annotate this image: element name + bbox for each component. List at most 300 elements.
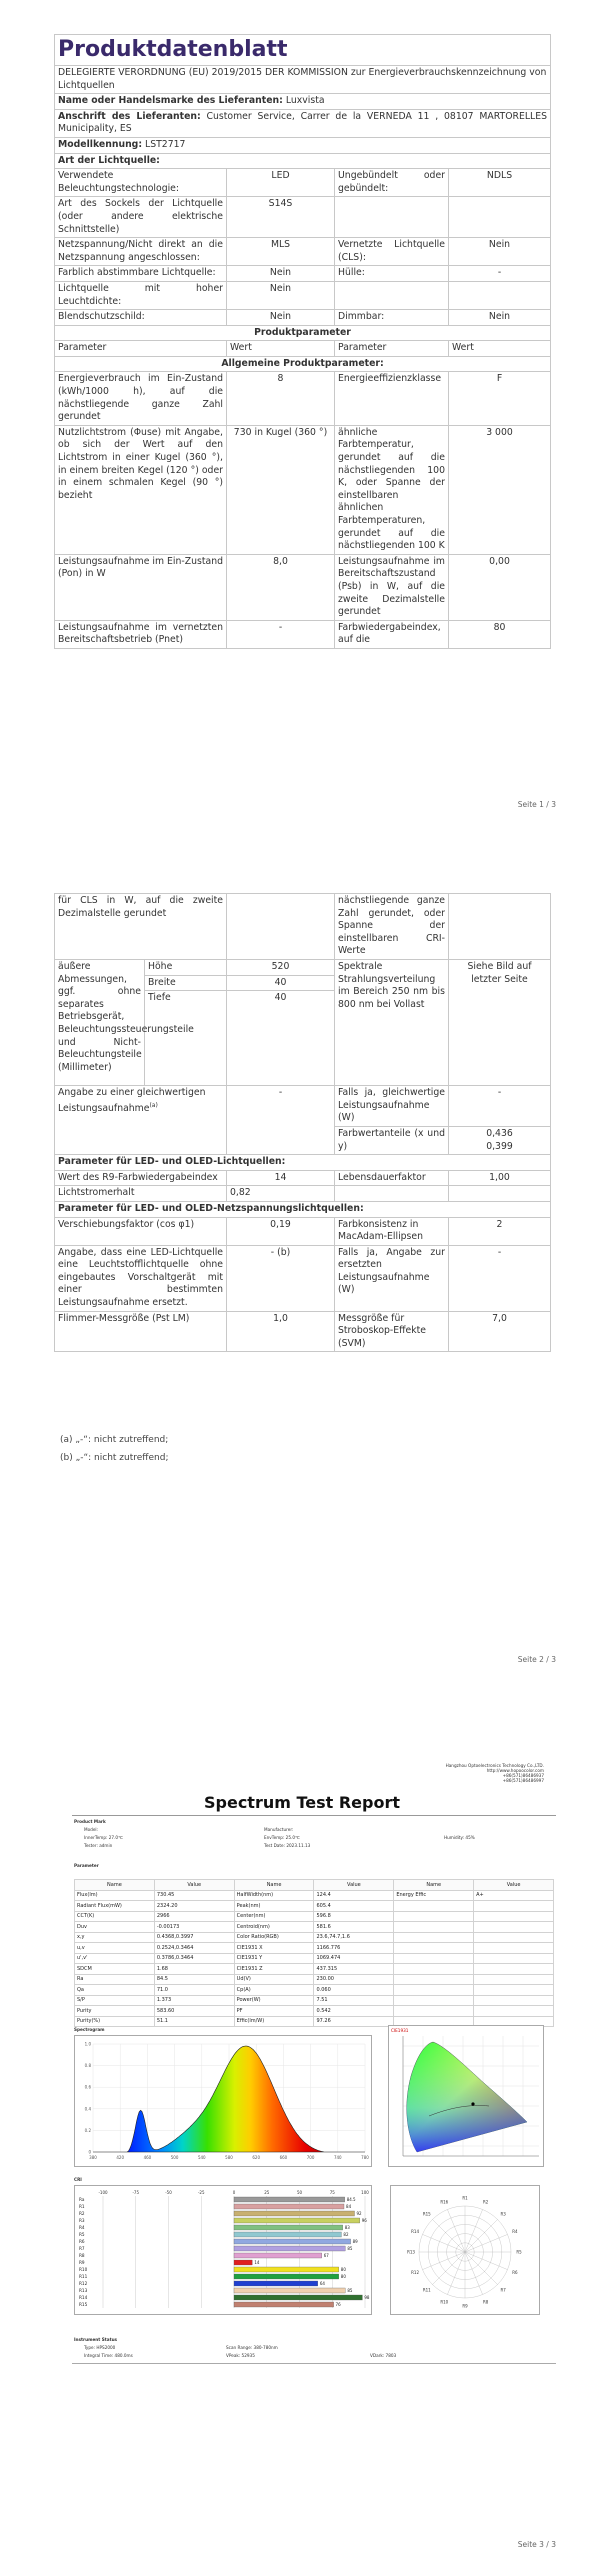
product-params-header: Produktparameter xyxy=(55,325,551,341)
cri-scale-label: 75 xyxy=(329,2190,335,2195)
cri-scale-label: -25 xyxy=(197,2190,205,2195)
mains-led-params-header: Parameter für LED- und OLED-Netzspannungslichtquellen: xyxy=(55,1201,551,1217)
table-cell: 0.3786,0.3464 xyxy=(154,1953,234,1964)
company-phone: +86(571)86486997 xyxy=(502,1778,544,1783)
table-cell: Nein xyxy=(227,281,335,309)
cri-row-label: Ra xyxy=(79,2197,85,2202)
table-cell: 124.4 xyxy=(314,1890,394,1901)
table-row xyxy=(75,1901,554,1912)
page-number: Seite 2 / 3 xyxy=(517,1655,556,1664)
table-cell: Wert des R9-Farbwiedergabeindex xyxy=(55,1170,227,1186)
model-value: LST2717 xyxy=(145,138,186,150)
x-tick-label: 420 xyxy=(116,2155,125,2160)
manufacturer-label: Manufacturer: xyxy=(264,1827,294,1832)
cri-value-label: 85 xyxy=(347,2288,353,2293)
cri-row-label: R15 xyxy=(79,2302,88,2307)
header-cell: Value xyxy=(314,1880,394,1891)
table-cell: Nutzlichtstrom (Φuse) mit Angabe, ob sich der Wert auf den Lichtstrom in einer Kugel (360 °), in einem breiten Kegel (120 °) oder in einem schmalen Kegel (90 °) bezieht xyxy=(55,425,227,554)
header-cell: Name xyxy=(234,1880,314,1891)
table-row xyxy=(75,1995,554,2006)
table-cell: 23.6,74.7,1.6 xyxy=(314,1932,394,1943)
table-cell: Cp(A) xyxy=(234,1985,314,1996)
table-cell: Peak(nm) xyxy=(234,1901,314,1912)
table-cell: 80 xyxy=(449,620,551,648)
table-cell xyxy=(474,1953,554,1964)
dim-height-value: 520 xyxy=(227,959,335,975)
x-tick-label: 580 xyxy=(225,2155,233,2160)
cie-title: CIE1931 xyxy=(391,2028,409,2033)
table-cell xyxy=(449,281,551,309)
dim-width-value: 40 xyxy=(227,975,335,991)
cri-row-label: R3 xyxy=(79,2218,85,2223)
model-row xyxy=(55,137,551,153)
supplier-value: Luxvista xyxy=(285,95,325,107)
table-cell: 84.5 xyxy=(154,1974,234,1985)
table-cell: 8,0 xyxy=(227,554,335,620)
table-cell: CCT(K) xyxy=(75,1911,155,1922)
table-cell xyxy=(394,1964,474,1975)
cri-value-label: 98 xyxy=(364,2295,370,2300)
page-2 xyxy=(0,873,604,1673)
table-cell xyxy=(474,1964,554,1975)
supplier-row xyxy=(55,94,551,110)
y-tick-label: 0 xyxy=(88,2149,91,2155)
table-cell xyxy=(394,1995,474,2006)
dim-depth-label: Tiefe xyxy=(145,991,227,1086)
table-cell: Farblich abstimmbare Lichtquelle: xyxy=(55,266,227,282)
cri-bar xyxy=(234,2225,343,2230)
table-cell: Ungebündelt oder gebündelt: xyxy=(335,169,449,197)
table-cell: nächstliegende ganze Zahl gerundet, oder Spanne der einstellbaren CRI-Werte xyxy=(335,894,449,960)
cri-row-label: R8 xyxy=(79,2253,85,2258)
env-temp: EnvTemp: 25.0℃ xyxy=(264,1835,300,1840)
table-cell xyxy=(474,1922,554,1933)
dim-width-label: Breite xyxy=(145,975,227,991)
table-cell: 0.4368,0.3997 xyxy=(154,1932,234,1943)
y-tick-label: 1.0 xyxy=(84,2041,91,2047)
equiv-label: Angabe zu einer gleichwertigen Leistungsaufnahme xyxy=(58,1087,206,1114)
page-number: Seite 3 / 3 xyxy=(517,2540,556,2549)
table-cell: 730.45 xyxy=(154,1890,234,1901)
table-cell: 0.2524,0.3464 xyxy=(154,1943,234,1954)
spectrogram-y-ticks xyxy=(85,2042,92,2155)
table-cell: 0,00 xyxy=(449,554,551,620)
table-cell: 2966 xyxy=(154,1911,234,1922)
dimensions-label: äußere Abmessungen, ggf. ohne separates Betriebsgerät, Beleuchtungssteuerungsteile und Nicht-Beleuchtungsteile (Millimeter) xyxy=(55,959,145,1085)
cri-scale-label: 0 xyxy=(232,2190,236,2195)
table-row xyxy=(75,2006,554,2017)
table-cell: HalfWidth(nm) xyxy=(234,1890,314,1901)
x-tick-label: 740 xyxy=(333,2155,342,2160)
test-date: Test Date: 2023.11.13 xyxy=(264,1843,311,1848)
polar-label: R12 xyxy=(411,2270,420,2276)
table-cell: LED xyxy=(227,169,335,197)
table-cell: 1069.474 xyxy=(314,1953,394,1964)
led-params-header: Parameter für LED- und OLED-Lichtquellen: xyxy=(55,1155,551,1171)
table-cell: Power(W) xyxy=(234,1995,314,2006)
cri-value-label: 84.5 xyxy=(346,2197,356,2202)
table-cell: Hülle: xyxy=(335,266,449,282)
cri-row-label: R2 xyxy=(79,2211,85,2216)
cie-panel xyxy=(388,2025,544,2167)
x-tick-label: 460 xyxy=(143,2155,152,2160)
table-cell: 437.315 xyxy=(314,1964,394,1975)
x-tick-label: 500 xyxy=(170,2155,179,2160)
cri-bar xyxy=(234,2267,339,2272)
table-cell: S/P xyxy=(75,1995,155,2006)
cri-value-label: 76 xyxy=(335,2302,341,2307)
cri-value-label: 14 xyxy=(254,2260,260,2265)
table-cell: 3 000 xyxy=(449,425,551,554)
dim-height-label: Höhe xyxy=(145,959,227,975)
spectrogram-panel xyxy=(74,2035,372,2167)
polar-spoke xyxy=(465,2252,498,2285)
table-cell xyxy=(474,1901,554,1912)
polar-label: R4 xyxy=(512,2228,518,2234)
cri-polar-panel xyxy=(390,2185,540,2315)
cri-value-label: 96 xyxy=(361,2218,367,2223)
polar-label: R16 xyxy=(440,2199,449,2205)
table-cell xyxy=(474,1985,554,1996)
table-cell: 2 xyxy=(449,1217,551,1245)
table-cell: u',v' xyxy=(75,1953,155,1964)
table-cell: - xyxy=(449,1245,551,1311)
table-cell: NDLS xyxy=(449,169,551,197)
general-params-header: Allgemeine Produktparameter: xyxy=(55,356,551,372)
table-row xyxy=(75,1953,554,1964)
cri-bar xyxy=(234,2288,345,2293)
table-cell: 0,82 xyxy=(227,1186,335,1202)
model-label: Modellkennung: xyxy=(58,138,143,150)
light-source-type-header: Art der Lichtquelle: xyxy=(55,153,551,169)
cri-row-label: R1 xyxy=(79,2204,85,2209)
product-datasheet-table-continued xyxy=(54,893,551,1352)
page-number: Seite 1 / 3 xyxy=(517,800,556,809)
table-cell: 1,0 xyxy=(227,1311,335,1352)
address-row xyxy=(55,109,551,137)
polar-spoke xyxy=(433,2220,466,2253)
table-cell: Color Ratio(RGB) xyxy=(234,1932,314,1943)
col-header-param: Parameter xyxy=(55,341,227,357)
dim-depth-value: 40 xyxy=(227,991,335,1086)
cri-row-label: R13 xyxy=(79,2288,88,2293)
table-cell: - (b) xyxy=(227,1245,335,1311)
table-cell xyxy=(227,894,335,960)
table-cell: PF xyxy=(234,2006,314,2017)
table-cell xyxy=(394,2006,474,2017)
polar-spoke xyxy=(465,2220,498,2253)
header-cell: Name xyxy=(75,1880,155,1891)
table-cell: Netzspannung/Nicht direkt an die Netzspannung angeschlossen: xyxy=(55,238,227,266)
table-cell: - xyxy=(227,1086,335,1155)
table-cell: Ud(V) xyxy=(234,1974,314,1985)
table-row xyxy=(75,1943,554,1954)
page-3 xyxy=(0,1745,604,2560)
table-cell: Messgröße für Stroboskop-Effekte (SVM) xyxy=(335,1311,449,1352)
header-cell: Value xyxy=(154,1880,234,1891)
table-cell: Nein xyxy=(449,310,551,326)
table-cell xyxy=(335,197,449,238)
table-cell: Nein xyxy=(449,238,551,266)
table-cell: - xyxy=(449,266,551,282)
cri-bar xyxy=(234,2218,360,2223)
table-cell: - xyxy=(227,620,335,648)
spectral-value: Siehe Bild auf letzter Seite xyxy=(449,959,551,1085)
table-cell: 7,0 xyxy=(449,1311,551,1352)
cri-value-label: 92 xyxy=(356,2211,362,2216)
table-cell: - xyxy=(449,1086,551,1127)
y-tick-label: 0.6 xyxy=(84,2084,91,2090)
cri-value-label: 84 xyxy=(346,2204,352,2209)
cri-row-label: R11 xyxy=(79,2274,88,2279)
table-cell: Radiant Flux(mW) xyxy=(75,1901,155,1912)
table-cell: Angabe, dass eine LED-Lichtquelle eine Leuchtstofflichtquelle ohne eingebautes Vorschaltgerät mit einer bestimmten Leistungsaufnahme ersetzt. xyxy=(55,1245,227,1311)
x-tick-label: 700 xyxy=(306,2155,315,2160)
table-cell: Art des Sockels der Lichtquelle (oder andere elektrische Schnittstelle) xyxy=(55,197,227,238)
table-cell: 581.6 xyxy=(314,1922,394,1933)
table-cell: Falls ja, Angabe zur ersetzten Leistungsaufnahme (W) xyxy=(335,1245,449,1311)
table-row xyxy=(75,1964,554,1975)
polar-label: R9 xyxy=(462,2303,468,2309)
address-label: Anschrift des Lieferanten: xyxy=(58,110,201,122)
cri-bar xyxy=(234,2246,345,2251)
table-row xyxy=(75,1890,554,1901)
table-cell: CIE1931 Y xyxy=(234,1953,314,1964)
table-cell: für CLS in W, auf die zweite Dezimalstelle gerundet xyxy=(55,894,227,960)
polar-label: R3 xyxy=(500,2211,506,2217)
table-cell xyxy=(474,1932,554,1943)
table-cell: 71.0 xyxy=(154,1985,234,1996)
table-cell: Centroid(nm) xyxy=(234,1922,314,1933)
table-cell: Falls ja, gleichwertige Leistungsaufnahme (W) xyxy=(335,1086,449,1127)
polar-label: R8 xyxy=(483,2299,489,2305)
table-cell: 730 in Kugel (360 °) xyxy=(227,425,335,554)
header-cell: Name xyxy=(394,1880,474,1891)
table-cell: Farbwiedergabeindex, auf die xyxy=(335,620,449,648)
table-cell xyxy=(55,1086,227,1155)
table-cell: Leistungsaufnahme im Ein-Zustand (Pon) in W xyxy=(55,554,227,620)
table-cell: SDCM xyxy=(75,1964,155,1975)
instrument-type: Type: HPS2000 xyxy=(84,2345,116,2350)
footnote-b: (b) „-“: nicht zutreffend; xyxy=(60,1453,169,1463)
table-cell: ähnliche Farbtemperatur, gerundet auf die nächstliegenden 100 K, oder Spanne der einstellbaren ähnlichen Farbtemperaturen, gerundet auf die nächstliegenden 100 K xyxy=(335,425,449,554)
cri-bar xyxy=(234,2302,334,2307)
product-datasheet-table xyxy=(54,34,551,649)
cie-gamut-overlay xyxy=(407,2042,527,2152)
polar-label: R10 xyxy=(440,2299,449,2305)
x-tick-label: 380 xyxy=(89,2155,97,2160)
table-cell: 0,19 xyxy=(227,1217,335,1245)
table-cell: Flimmer-Messgröße (Pst LM) xyxy=(55,1311,227,1352)
table-cell: Farbkonsistenz in MacAdam-Ellipsen xyxy=(335,1217,449,1245)
table-cell xyxy=(394,1953,474,1964)
cri-row-label: R6 xyxy=(79,2239,85,2244)
table-cell: u,v xyxy=(75,1943,155,1954)
divider xyxy=(72,2363,556,2364)
table-cell: 7.51 xyxy=(314,1995,394,2006)
cri-row-label: R5 xyxy=(79,2232,85,2237)
v-dark: VDark: 7803 xyxy=(370,2353,397,2358)
col-header-value: Wert xyxy=(449,341,551,357)
cri-polar-chart xyxy=(391,2186,539,2314)
cri-bar xyxy=(234,2239,351,2244)
table-cell xyxy=(335,281,449,309)
table-row xyxy=(75,1932,554,1943)
table-cell: 51.1 xyxy=(154,2016,234,2027)
table-cell xyxy=(394,1985,474,1996)
cri-value-label: 85 xyxy=(347,2246,353,2251)
table-cell: F xyxy=(449,372,551,425)
tester: Tester: admin xyxy=(84,1843,113,1848)
footnote-marker: (a) xyxy=(149,1101,158,1109)
table-row xyxy=(75,1922,554,1933)
polar-label: R11 xyxy=(422,2287,431,2293)
table-cell: Purity(%) xyxy=(75,2016,155,2027)
cie-diagram xyxy=(389,2026,543,2166)
table-cell: A+ xyxy=(474,1890,554,1901)
spectrogram-x-ticks xyxy=(89,2155,369,2160)
polar-label: R7 xyxy=(500,2287,506,2293)
table-cell: Leistungsaufnahme im vernetzten Bereitschaftsbetrieb (Pnet) xyxy=(55,620,227,648)
chromaticity-value: 0,436 0,399 xyxy=(449,1126,551,1154)
table-cell: Dimmbar: xyxy=(335,310,449,326)
table-cell: Qa xyxy=(75,1985,155,1996)
table-cell: 583.60 xyxy=(154,2006,234,2017)
instrument-status-label: Instrument Status xyxy=(74,2337,118,2342)
header-cell: Value xyxy=(474,1880,554,1891)
table-cell: Leistungsaufnahme im Bereitschaftszustand (Psb) in W, auf die zweite Dezimalstelle gerundet xyxy=(335,554,449,620)
table-cell xyxy=(474,1911,554,1922)
y-tick-label: 0.8 xyxy=(84,2063,91,2069)
y-tick-label: 0.4 xyxy=(84,2106,91,2112)
parameter-table xyxy=(74,1879,554,2027)
table-cell: Energieverbrauch im Ein-Zustand (kWh/1000 h), auf die nächstliegende ganze Zahl gerundet xyxy=(55,372,227,425)
polar-label: R1 xyxy=(462,2195,468,2201)
table-cell: 1.68 xyxy=(154,1964,234,1975)
cri-scale-label: 100 xyxy=(361,2190,369,2195)
table-cell: 1166.776 xyxy=(314,1943,394,1954)
table-cell xyxy=(449,197,551,238)
cri-scale-label: 50 xyxy=(296,2190,303,2195)
cri-bar xyxy=(234,2211,355,2216)
table-cell: Purity xyxy=(75,2006,155,2017)
x-tick-label: 620 xyxy=(252,2155,261,2160)
table-row xyxy=(75,1985,554,1996)
table-cell xyxy=(335,1186,449,1202)
col-header-value: Wert xyxy=(227,341,335,357)
parameter-label: Parameter xyxy=(74,1863,99,1868)
table-cell: 0.060 xyxy=(314,1985,394,1996)
cri-row-label: R9 xyxy=(79,2260,85,2265)
chromaticity-point xyxy=(471,2102,474,2105)
table-cell: Vernetzte Lichtquelle (CLS): xyxy=(335,238,449,266)
table-cell xyxy=(474,1943,554,1954)
table-cell: Lichtquelle mit hoher Leuchtdichte: xyxy=(55,281,227,309)
spectrogram-chart xyxy=(75,2036,371,2166)
cri-bar xyxy=(234,2274,339,2279)
polar-spoke xyxy=(433,2252,466,2285)
cri-row-label: R7 xyxy=(79,2246,85,2251)
cri-value-label: 82 xyxy=(343,2232,349,2237)
company-phone: +86(571)86486937 xyxy=(502,1773,544,1778)
cri-bar-chart xyxy=(75,2186,371,2314)
table-cell: 1,00 xyxy=(449,1170,551,1186)
polar-label: R14 xyxy=(411,2228,420,2234)
model-label: Model: xyxy=(84,1827,98,1832)
address-value: Customer Service, Carrer de la VERNEDA 11 , 08107 MARTORELLES Municipality, ES xyxy=(58,110,547,135)
cri-bar xyxy=(234,2204,344,2209)
col-header-param: Parameter xyxy=(335,341,449,357)
table-cell xyxy=(394,1901,474,1912)
polar-label: R6 xyxy=(512,2270,518,2276)
cri-value-label: 80 xyxy=(340,2267,346,2272)
cri-bar xyxy=(234,2197,345,2202)
footnote-a: (a) „-“: nicht zutreffend; xyxy=(60,1435,169,1445)
table-cell: Ra xyxy=(75,1974,155,1985)
table-cell xyxy=(474,2006,554,2017)
page-title: Produktdatenblatt xyxy=(55,35,551,66)
company-name: Hangzhou Optoelectronics Technology Co.,LTD. xyxy=(445,1763,544,1768)
polar-label: R5 xyxy=(516,2249,522,2255)
table-cell: Duv xyxy=(75,1922,155,1933)
table-cell xyxy=(474,1995,554,2006)
cri-value-label: 89 xyxy=(352,2239,358,2244)
cri-bar xyxy=(234,2232,341,2237)
spectrogram-label: Spectrogram xyxy=(74,2027,105,2032)
table-cell: CIE1931 Z xyxy=(234,1964,314,1975)
table-cell: Lichtstromerhalt xyxy=(55,1186,227,1202)
cri-value-label: 83 xyxy=(344,2225,350,2230)
humidity: Humidity: 45% xyxy=(444,1835,475,1840)
table-cell xyxy=(394,1974,474,1985)
supplier-label: Name oder Handelsmarke des Lieferanten: xyxy=(58,95,283,107)
cri-panel xyxy=(74,2185,372,2315)
table-cell: Effic(lm/W) xyxy=(234,2016,314,2027)
table-cell xyxy=(449,894,551,960)
cri-scale-label: -50 xyxy=(165,2190,172,2195)
polar-label: R2 xyxy=(483,2199,489,2205)
regulation-text: DELEGIERTE VERORDNUNG (EU) 2019/2015 DER KOMMISSION zur Energieverbrauchskennzeichnung von Lichtquellen xyxy=(55,66,551,94)
cri-bar xyxy=(234,2281,318,2286)
cri-row-label: R4 xyxy=(79,2225,85,2230)
chromaticity-label: Farbwertanteile (x und y) xyxy=(335,1126,449,1154)
cri-value-label: 80 xyxy=(340,2274,346,2279)
cri-bar xyxy=(234,2260,252,2265)
table-cell: Energieeffizienzklasse xyxy=(335,372,449,425)
cri-scale-label: -100 xyxy=(98,2190,108,2195)
table-cell xyxy=(474,1974,554,1985)
table-row xyxy=(75,1911,554,1922)
table-cell xyxy=(449,1186,551,1202)
company-info xyxy=(446,1763,544,1783)
table-row xyxy=(75,1974,554,1985)
table-cell: 230.00 xyxy=(314,1974,394,1985)
inner-temp: InnerTemp: 27.0℃ xyxy=(84,1835,123,1840)
page-1 xyxy=(0,0,604,810)
x-tick-label: 540 xyxy=(197,2155,206,2160)
scan-range: Scan Range: 380-780nm xyxy=(226,2345,278,2350)
parameter-table-header xyxy=(75,1880,554,1891)
cri-bar xyxy=(234,2253,322,2258)
table-cell: Verschiebungsfaktor (cos φ1) xyxy=(55,1217,227,1245)
table-cell xyxy=(394,1943,474,1954)
table-cell: S14S xyxy=(227,197,335,238)
table-cell: Nein xyxy=(227,266,335,282)
divider xyxy=(72,1815,556,1816)
cri-bar xyxy=(234,2295,362,2300)
table-cell: 97.26 xyxy=(314,2016,394,2027)
cri-row-label: R12 xyxy=(79,2281,88,2286)
